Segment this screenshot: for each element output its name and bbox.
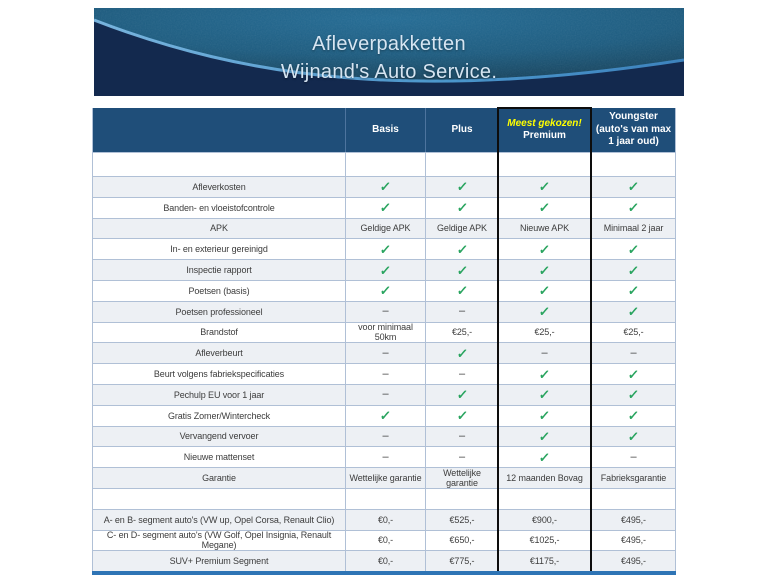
cell-not-included: [426, 427, 499, 447]
cell-included: [426, 343, 499, 363]
table-row: [93, 301, 675, 322]
row-label: C- en D- segment auto's (VW Golf, Opel Insignia, Renault Megane): [93, 531, 346, 551]
cell-included: [591, 281, 676, 301]
row-label: Pechulp EU voor 1 jaar: [93, 385, 346, 405]
dash-icon: –: [458, 450, 466, 463]
cell-text: €495,-: [621, 514, 646, 525]
check-icon: ✓: [538, 428, 551, 444]
column-header-label: Youngster (auto's van max 1 jaar oud): [595, 111, 672, 148]
cell-text: Nieuwe APK: [519, 223, 570, 234]
dash-icon: –: [382, 450, 389, 463]
cell-included: [426, 385, 499, 405]
column-header-label: Plus: [451, 123, 473, 135]
cell-included: [346, 198, 426, 218]
cell-text: Geldige APK: [360, 223, 411, 234]
row-label: Vervangend vervoer: [93, 427, 346, 447]
dash-icon: –: [382, 388, 389, 401]
cell-included: [426, 177, 499, 197]
cell-not-included: [591, 343, 676, 363]
cell-text: €0,-: [377, 514, 394, 525]
cell-value: [346, 323, 426, 343]
cell-value: [346, 219, 426, 239]
row-label: Brandstof: [93, 323, 346, 343]
dash-icon: –: [630, 346, 637, 359]
cell-included: [499, 364, 591, 384]
check-icon: ✓: [455, 283, 469, 299]
cell-value: [426, 323, 499, 343]
dash-icon: –: [458, 305, 466, 318]
cell-not-included: [426, 302, 499, 322]
cell-text: Fabrieksgarantie: [600, 473, 667, 484]
check-icon: ✓: [627, 428, 640, 444]
banner-title-line2: Wijnand's Auto Service.: [280, 61, 498, 83]
cell-empty: [499, 153, 591, 176]
cell-text: €1025,-: [529, 535, 560, 546]
dash-icon: –: [382, 429, 389, 442]
cell-included: [426, 281, 499, 301]
cell-value: [591, 551, 676, 571]
row-label: [93, 489, 346, 509]
cell-value: [426, 531, 499, 551]
check-icon: ✓: [538, 408, 551, 424]
cell-text: €495,-: [621, 535, 646, 546]
cell-included: [346, 281, 426, 301]
check-icon: ✓: [379, 200, 392, 216]
cell-value: [346, 468, 426, 488]
cell-text: Minimaal 2 jaar: [603, 223, 664, 234]
header-banner: [94, 8, 684, 96]
check-icon: ✓: [538, 179, 551, 195]
check-icon: ✓: [379, 241, 392, 257]
cell-value: [346, 551, 426, 571]
cell-text: €900,-: [532, 514, 557, 525]
table-row: [93, 238, 675, 259]
dash-icon: –: [458, 367, 466, 380]
cell-included: [346, 260, 426, 280]
cell-included: [591, 177, 676, 197]
check-icon: ✓: [538, 449, 551, 465]
table-row: [93, 446, 675, 467]
most-chosen-badge: Meest gekozen!: [507, 117, 582, 129]
cell-text: €0,-: [377, 556, 394, 567]
check-icon: ✓: [455, 179, 469, 195]
row-label: Garantie: [93, 468, 346, 488]
cell-not-included: [346, 427, 426, 447]
row-label: Poetsen (basis): [93, 281, 346, 301]
check-icon: ✓: [538, 262, 551, 278]
cell-included: [499, 385, 591, 405]
cell-value: [591, 510, 676, 530]
column-header-plus: [426, 108, 499, 152]
cell-not-included: [346, 343, 426, 363]
cell-included: [499, 177, 591, 197]
cell-empty: [426, 153, 499, 176]
cell-included: [591, 239, 676, 259]
cell-included: [591, 302, 676, 322]
banner-title-line1: Afleverpakketten: [312, 33, 466, 55]
cell-text: voor minimaal 50km: [358, 322, 413, 343]
row-label: Gratis Zomer/Wintercheck: [93, 406, 346, 426]
row-label: Beurt volgens fabriekspecificaties: [93, 364, 346, 384]
cell-included: [591, 260, 676, 280]
check-icon: ✓: [538, 366, 551, 382]
check-icon: ✓: [379, 408, 392, 424]
check-icon: ✓: [627, 304, 640, 320]
cell-included: [499, 406, 591, 426]
cell-included: [591, 198, 676, 218]
cell-text: Wettelijke garantie: [349, 473, 422, 484]
column-header-youngster: [591, 108, 676, 152]
cell-empty: [591, 489, 676, 509]
row-label: Afleverbeurt: [93, 343, 346, 363]
cell-included: [426, 198, 499, 218]
check-icon: ✓: [538, 200, 551, 216]
check-icon: ✓: [455, 408, 469, 424]
cell-included: [499, 260, 591, 280]
table-row: [93, 363, 675, 384]
check-icon: ✓: [455, 387, 469, 403]
cell-value: [426, 468, 499, 488]
cell-included: [426, 406, 499, 426]
check-icon: ✓: [455, 345, 469, 361]
cell-text: €650,-: [449, 535, 475, 546]
cell-value: [591, 531, 676, 551]
cell-text: €0,-: [377, 535, 394, 546]
dash-icon: –: [630, 450, 637, 463]
check-icon: ✓: [455, 262, 469, 278]
table-bottom-border: [92, 571, 676, 575]
cell-included: [346, 177, 426, 197]
column-header-basis: [346, 108, 426, 152]
cell-text: €25,-: [534, 327, 555, 338]
cell-included: [426, 260, 499, 280]
cell-not-included: [426, 364, 499, 384]
check-icon: ✓: [538, 304, 551, 320]
cell-not-included: [346, 364, 426, 384]
cell-included: [426, 239, 499, 259]
cell-included: [499, 447, 591, 467]
check-icon: ✓: [538, 387, 551, 403]
table-row: [93, 152, 675, 176]
cell-not-included: [346, 302, 426, 322]
cell-value: [499, 510, 591, 530]
check-icon: ✓: [627, 200, 640, 216]
check-icon: ✓: [627, 262, 640, 278]
cell-included: [346, 406, 426, 426]
cell-included: [499, 281, 591, 301]
cell-text: Geldige APK: [437, 223, 487, 234]
cell-empty: [346, 489, 426, 509]
cell-text: €495,-: [621, 556, 646, 567]
table-row: [93, 509, 675, 530]
row-label: Nieuwe mattenset: [93, 447, 346, 467]
table-row: [93, 259, 675, 280]
row-label: Afleverkosten: [93, 177, 346, 197]
check-icon: ✓: [627, 179, 640, 195]
table-row: [93, 405, 675, 426]
check-icon: ✓: [379, 179, 392, 195]
table-row: [93, 426, 675, 447]
row-label: [93, 153, 346, 176]
table-row: [93, 488, 675, 509]
check-icon: ✓: [455, 241, 469, 257]
banner-title: [94, 30, 684, 86]
row-label: Inspectie rapport: [93, 260, 346, 280]
row-label: APK: [93, 219, 346, 239]
check-icon: ✓: [627, 241, 640, 257]
cell-included: [591, 385, 676, 405]
cell-value: [426, 219, 499, 239]
column-header-label: Premium: [523, 130, 566, 141]
cell-empty: [346, 153, 426, 176]
dash-icon: –: [382, 346, 389, 359]
table-row: [93, 176, 675, 197]
cell-text: €1175,-: [529, 556, 560, 567]
row-label: SUV+ Premium Segment: [93, 551, 346, 571]
table-row: [93, 467, 675, 488]
cell-empty: [591, 153, 676, 176]
table-row: [93, 218, 675, 239]
cell-text: €25,-: [451, 327, 472, 338]
row-label: Poetsen professioneel: [93, 302, 346, 322]
cell-not-included: [499, 343, 591, 363]
cell-included: [499, 302, 591, 322]
check-icon: ✓: [627, 283, 640, 299]
check-icon: ✓: [538, 241, 551, 257]
cell-not-included: [346, 385, 426, 405]
check-icon: ✓: [455, 200, 469, 216]
table-row: [93, 550, 675, 571]
cell-value: [346, 531, 426, 551]
cell-text: €525,-: [449, 514, 475, 525]
dash-icon: –: [382, 305, 389, 318]
table-header-row: [93, 108, 675, 152]
dash-icon: –: [458, 429, 466, 442]
table-row: [93, 384, 675, 405]
cell-text: 12 maanden Bovag: [506, 473, 583, 484]
cell-text: €25,-: [623, 327, 644, 338]
cell-value: [499, 468, 591, 488]
cell-value: [346, 510, 426, 530]
cell-not-included: [591, 447, 676, 467]
check-icon: ✓: [627, 387, 640, 403]
table-row: [93, 530, 675, 551]
table-row: [93, 280, 675, 301]
cell-value: [426, 510, 499, 530]
cell-empty: [499, 489, 591, 509]
cell-value: [591, 468, 676, 488]
table-row: [93, 197, 675, 218]
row-label: Banden- en vloeistofcontrole: [93, 198, 346, 218]
column-header-label: Basis: [372, 123, 399, 135]
table-row: [93, 322, 675, 343]
cell-included: [591, 427, 676, 447]
dash-icon: –: [382, 367, 389, 380]
cell-included: [499, 427, 591, 447]
check-icon: ✓: [627, 408, 640, 424]
cell-value: [499, 531, 591, 551]
cell-not-included: [426, 447, 499, 467]
check-icon: ✓: [379, 283, 392, 299]
check-icon: ✓: [627, 366, 640, 382]
cell-empty: [426, 489, 499, 509]
cell-value: [591, 323, 676, 343]
cell-included: [499, 239, 591, 259]
cell-value: [499, 323, 591, 343]
cell-value: [426, 551, 499, 571]
cell-included: [499, 198, 591, 218]
cell-included: [591, 406, 676, 426]
table-row: [93, 342, 675, 363]
cell-text: Wettelijke garantie: [443, 468, 481, 488]
cell-not-included: [346, 447, 426, 467]
check-icon: ✓: [538, 283, 551, 299]
cell-value: [591, 219, 676, 239]
packages-table: [92, 108, 676, 571]
cell-value: [499, 219, 591, 239]
dash-icon: –: [541, 346, 548, 359]
row-label: In- en exterieur gereinigd: [93, 239, 346, 259]
column-header-features: [93, 108, 346, 152]
cell-included: [591, 364, 676, 384]
cell-included: [346, 239, 426, 259]
row-label: A- en B- segment auto's (VW up, Opel Corsa, Renault Clio): [93, 510, 346, 530]
cell-value: [499, 551, 591, 571]
column-header-premium: [499, 108, 591, 152]
check-icon: ✓: [379, 262, 392, 278]
cell-text: €775,-: [449, 556, 475, 567]
